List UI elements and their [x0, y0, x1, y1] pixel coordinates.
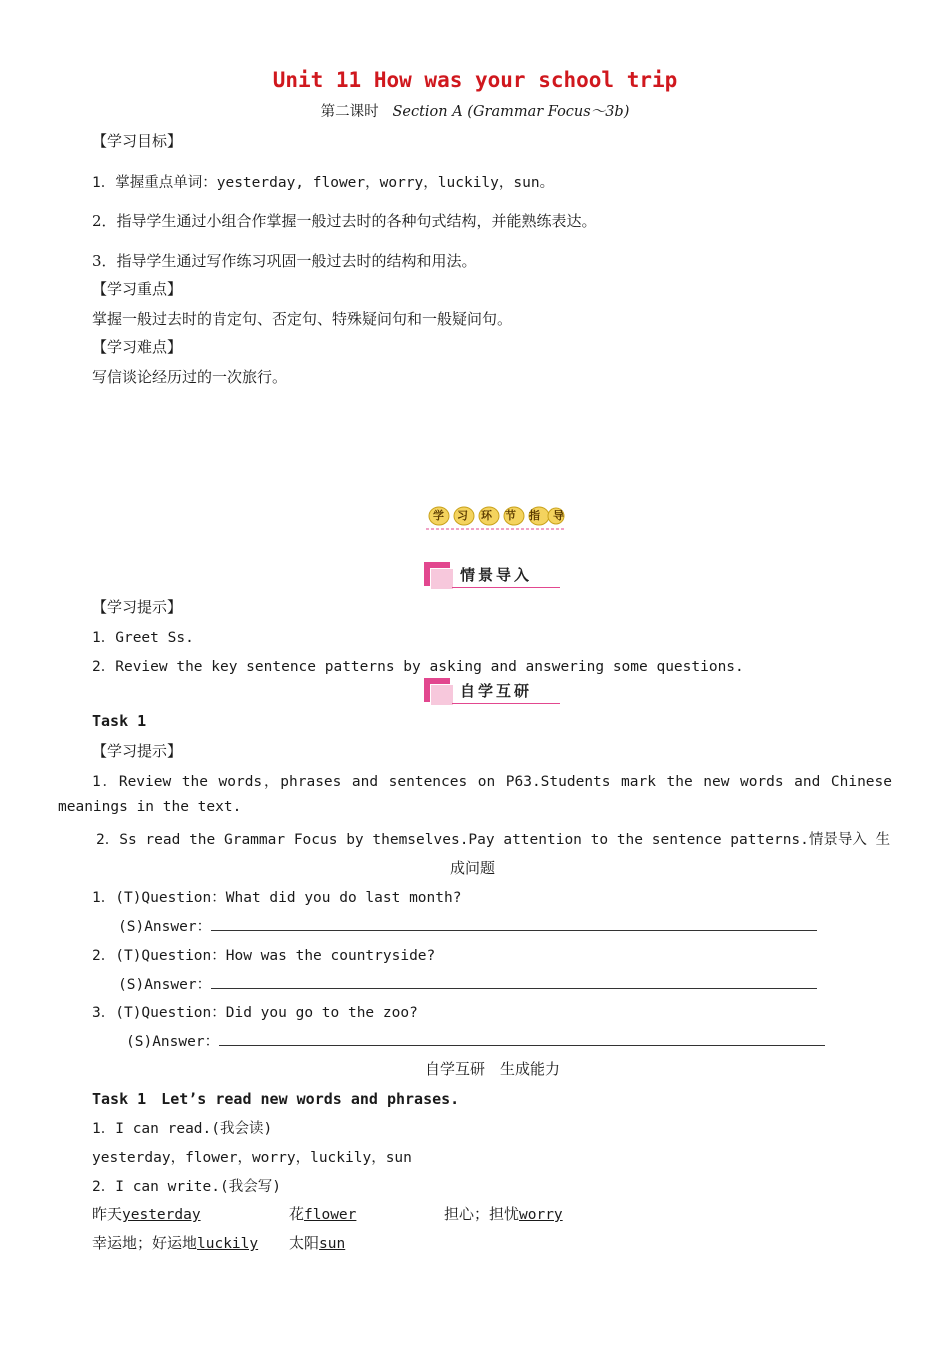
read-words: yesterday，flower，worry，luckily，sun	[92, 1150, 412, 1166]
write-item-worry	[444, 1203, 563, 1224]
section-header-intro	[424, 560, 560, 588]
answer-row-3	[126, 1030, 825, 1051]
answer-row-1	[118, 915, 817, 936]
section-underline	[452, 587, 560, 588]
write-item-yesterday	[92, 1203, 201, 1224]
write-item-luckily	[92, 1232, 258, 1253]
write-item-cn: 花	[289, 1205, 305, 1223]
difficulties-heading: 【学习难点】	[92, 338, 183, 356]
write-item-answer[interactable]: sun	[319, 1236, 346, 1252]
section-header-selfstudy	[424, 676, 560, 704]
task-label: Task 1	[92, 712, 147, 730]
section-banner	[426, 505, 577, 531]
answer-label: (S)Answer：	[118, 977, 212, 993]
answer-label: (S)Answer：	[118, 919, 212, 935]
write-item-sun	[289, 1232, 345, 1253]
answer-label: (S)Answer：	[126, 1034, 220, 1050]
answer-blank-2[interactable]	[211, 974, 817, 989]
question-1: 1．(T)Question：What did you do last month?	[92, 890, 462, 906]
center-heading: 自学互研 生成能力	[424, 1060, 560, 1078]
write-item-cn: 担心；担忧	[444, 1205, 520, 1223]
section-square-inner	[430, 684, 454, 706]
write-item-answer[interactable]: worry	[519, 1207, 563, 1223]
hint-heading-1: 【学习提示】	[92, 598, 183, 616]
banner-label: 学习环节指导	[433, 509, 577, 522]
write-item-cn: 幸运地；好运地	[92, 1234, 198, 1252]
answer-blank-1[interactable]	[211, 916, 817, 931]
keypoints-heading: 【学习重点】	[92, 280, 183, 298]
subtitle-section: Section A	[392, 104, 463, 120]
hint-paragraph-2-line1: 2．Ss read the Grammar Focus by themselves.Pay attention to the sentence patterns.情景导入 生	[96, 832, 891, 848]
subtitle-rest: (Grammar Focus～3b)	[467, 104, 630, 120]
write-item-answer[interactable]: yesterday	[122, 1207, 201, 1223]
question-2: 2．(T)Question：How was the countryside?	[92, 948, 436, 964]
lesson-subtitle	[0, 100, 950, 121]
hint-paragraph-1-line2: meanings in the text.	[58, 799, 242, 815]
intro-item-1: 1．Greet Ss.	[92, 630, 194, 646]
goal-item-2: 2．指导学生通过小组合作掌握一般过去时的各种句式结构，并能熟练表达。	[92, 212, 597, 230]
answer-blank-3[interactable]	[219, 1031, 825, 1046]
write-item-cn: 太阳	[289, 1234, 320, 1252]
hint-heading-2: 【学习提示】	[92, 742, 183, 760]
page-title: Unit 11 How was your school trip	[272, 68, 678, 92]
write-item-answer[interactable]: flower	[304, 1207, 357, 1223]
section-square-inner	[430, 568, 454, 590]
write-item-answer[interactable]: luckily	[197, 1236, 259, 1252]
section-label: 自学互研	[460, 682, 533, 700]
keypoints-text: 掌握一般过去时的肯定句、否定句、特殊疑问句和一般疑问句。	[92, 310, 513, 328]
section-label: 情景导入	[460, 566, 533, 584]
task1-title: Task 1 Let’s read new words and phrases.	[92, 1090, 460, 1108]
hint-paragraph-1-line1: 1．Review the words，phrases and sentences on P63.Students mark the new words and Chinese	[92, 774, 892, 790]
subtitle-prefix: 第二课时	[320, 104, 379, 120]
read-label: 1．I can read.(我会读)	[92, 1121, 273, 1137]
question-3: 3．(T)Question：Did you go to the zoo?	[92, 1005, 418, 1021]
goals-heading: 【学习目标】	[92, 132, 183, 150]
write-item-cn: 昨天	[92, 1205, 123, 1223]
write-label: 2．I can write.(我会写)	[92, 1179, 281, 1195]
write-item-flower	[289, 1203, 356, 1224]
section-underline	[452, 703, 560, 704]
difficulties-text: 写信谈论经历过的一次旅行。	[92, 368, 288, 386]
intro-item-2: 2．Review the key sentence patterns by asking and answering some questions.	[92, 659, 744, 675]
answer-row-2	[118, 973, 817, 994]
goal-item-3: 3．指导学生通过写作练习巩固一般过去时的结构和用法。	[92, 252, 477, 270]
hint-paragraph-2-line2: 成问题	[450, 859, 496, 877]
goal-item-1: 1．掌握重点单词：yesterday, flower，worry，luckily，sun。	[92, 175, 555, 191]
